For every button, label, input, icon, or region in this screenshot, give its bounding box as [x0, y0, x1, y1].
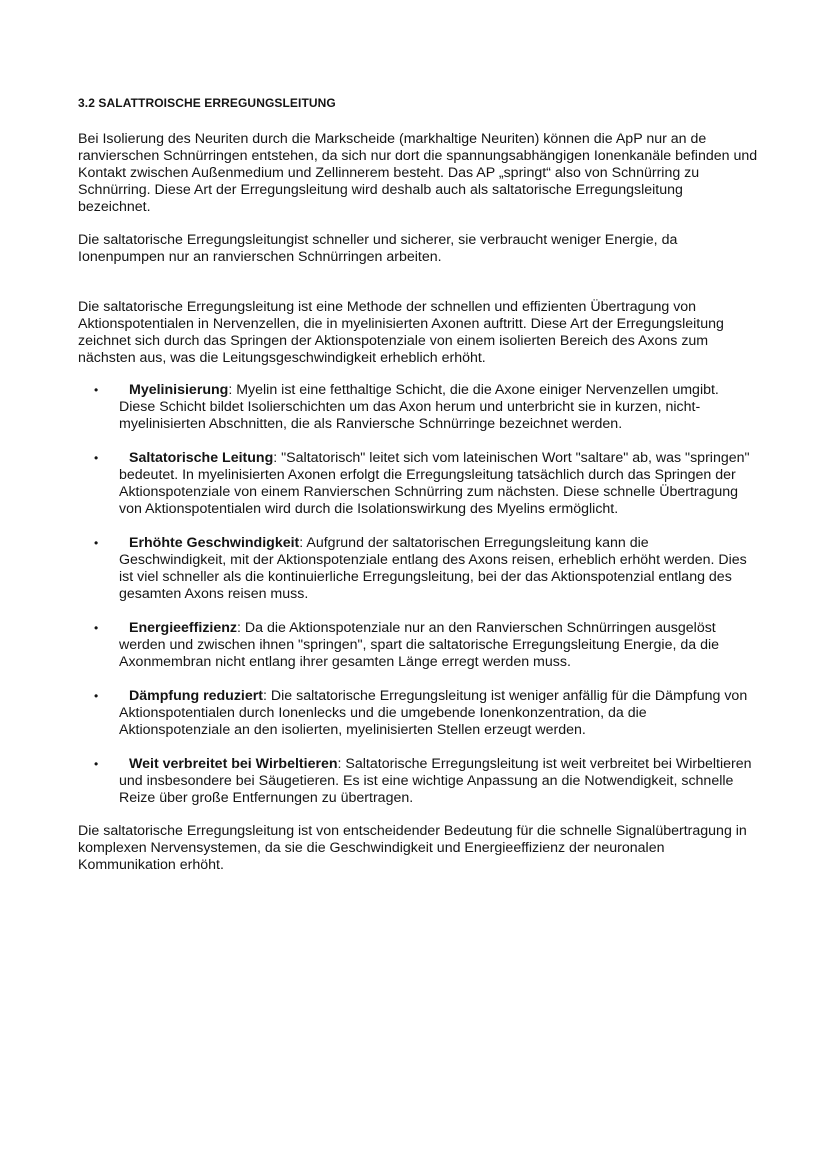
- definition-paragraph: Die saltatorische Erregungsleitung ist eine Methode der schnellen und effizienten Übertragung von Aktionspotentialen in Nervenzellen, die in myelinisierten Axonen auftritt. Diese Art der Erregungsleitung zeichnet sich durch das Springen der Aktionspotenziale von einem isolierten Bereich des Axons zum nächsten aus, was die Leitungsgeschwindigkeit erheblich erhöht.: [78, 299, 724, 366]
- list-item: [78, 450, 758, 518]
- list-item-term: Saltatorische Leitung: [129, 450, 274, 466]
- bullet-icon: •: [94, 689, 99, 703]
- section-heading: 3.2 SALATTROISCHE ERREGUNGSLEITUNG: [78, 96, 336, 110]
- list-item: [78, 756, 758, 807]
- list-item-text: : Die saltatorische Erregungsleitung ist weniger anfällig für die Dämpfung von Aktionspotentialen durch Ionenlecks und die umgebende Ionenkonzentration, da die Aktionspotenziale an den isolierten, myelinisierten Stellen erzeugt werden.: [119, 688, 748, 738]
- bullet-icon: •: [94, 536, 99, 550]
- list-item-text: : Aufgrund der saltatorischen Erregungsleitung kann die Geschwindigkeit, mit der Aktionspotenziale entlang des Axons reisen, erheblich erhöht werden. Dies ist viel schneller als die kontinuierliche Erregungsleitung, bei der das Aktionspotenzial entlang des gesamten Axons reisen muss.: [119, 535, 747, 602]
- list-item-term: Weit verbreitet bei Wirbeltieren: [129, 756, 338, 772]
- list-item: [78, 688, 758, 739]
- list-item-term: Energieeffizienz: [129, 620, 238, 636]
- list-item: [78, 382, 758, 433]
- feature-list: [78, 382, 758, 807]
- advantages-paragraph: Die saltatorische Erregungsleitungist schneller und sicherer, sie verbraucht weniger Energie, da Ionenpumpen nur an ranvierschen Schnürringen arbeiten.: [78, 232, 678, 265]
- bullet-icon: •: [94, 451, 99, 465]
- conclusion-paragraph: Die saltatorische Erregungsleitung ist von entscheidender Bedeutung für die schnelle Signalübertragung in komplexen Nervensystemen, da sie die Geschwindigkeit und Energieeffizienz der neuronalen Kommunikation erhöht.: [78, 823, 747, 873]
- list-item-text: : Myelin ist eine fetthaltige Schicht, die die Axone einiger Nervenzellen umgibt. Diese Schicht bildet Isolierschichten um das Axon herum und unterbricht sie in kurzen, nicht-myelinisierten Abschnitten, die als Ranviersche Schnürringe bezeichnet werden.: [119, 382, 719, 432]
- list-item-term: Myelinisierung: [129, 382, 229, 398]
- intro-paragraph: Bei Isolierung des Neuriten durch die Markscheide (markhaltige Neuriten) können die ApP nur an de ranvierschen Schnürringen entstehen, da sich nur dort die spannungsabhängigen Ionenkanäle befinden und Kontakt zwischen Außenmedium und Zellinnerem besteht. Das AP „springt“ also von Schnürring zu Schnürring. Diese Art der Erregungsleitung wird deshalb auch als saltatorische Erregungsleitung bezeichnet.: [78, 131, 758, 215]
- bullet-icon: •: [94, 383, 99, 397]
- bullet-icon: •: [94, 757, 99, 771]
- list-item: [78, 620, 758, 671]
- list-item-term: Dämpfung reduziert: [129, 688, 263, 704]
- document-page: [78, 95, 758, 874]
- bullet-icon: •: [94, 621, 99, 635]
- list-item-text: : Da die Aktionspotenziale nur an den Ranvierschen Schnürringen ausgelöst werden und zwischen ihnen "springen", spart die saltatorische Erregungsleitung Energie, da die Axonmembran nicht entlang ihrer gesamten Länge erregt werden muss.: [119, 620, 720, 670]
- list-item-text: : "Saltatorisch" leitet sich vom lateinischen Wort "saltare" ab, was "springen" bedeutet. In myelinisierten Axonen erfolgt die Erregungsleitung tatsächlich durch das Springen der Aktionspotenziale von einem Ranvierschen Schnürring zum nächsten. Diese schnelle Übertragung von Aktionspotentialen wird durch die Isolationswirkung des Myelins ermöglicht.: [119, 450, 750, 517]
- list-item-term: Erhöhte Geschwindigkeit: [129, 535, 300, 551]
- list-item-text: : Saltatorische Erregungsleitung ist weit verbreitet bei Wirbeltieren und insbesondere bei Säugetieren. Es ist eine wichtige Anpassung an die Notwendigkeit, schnelle Reize über große Entfernungen zu übertragen.: [119, 756, 752, 806]
- list-item: [78, 535, 758, 603]
